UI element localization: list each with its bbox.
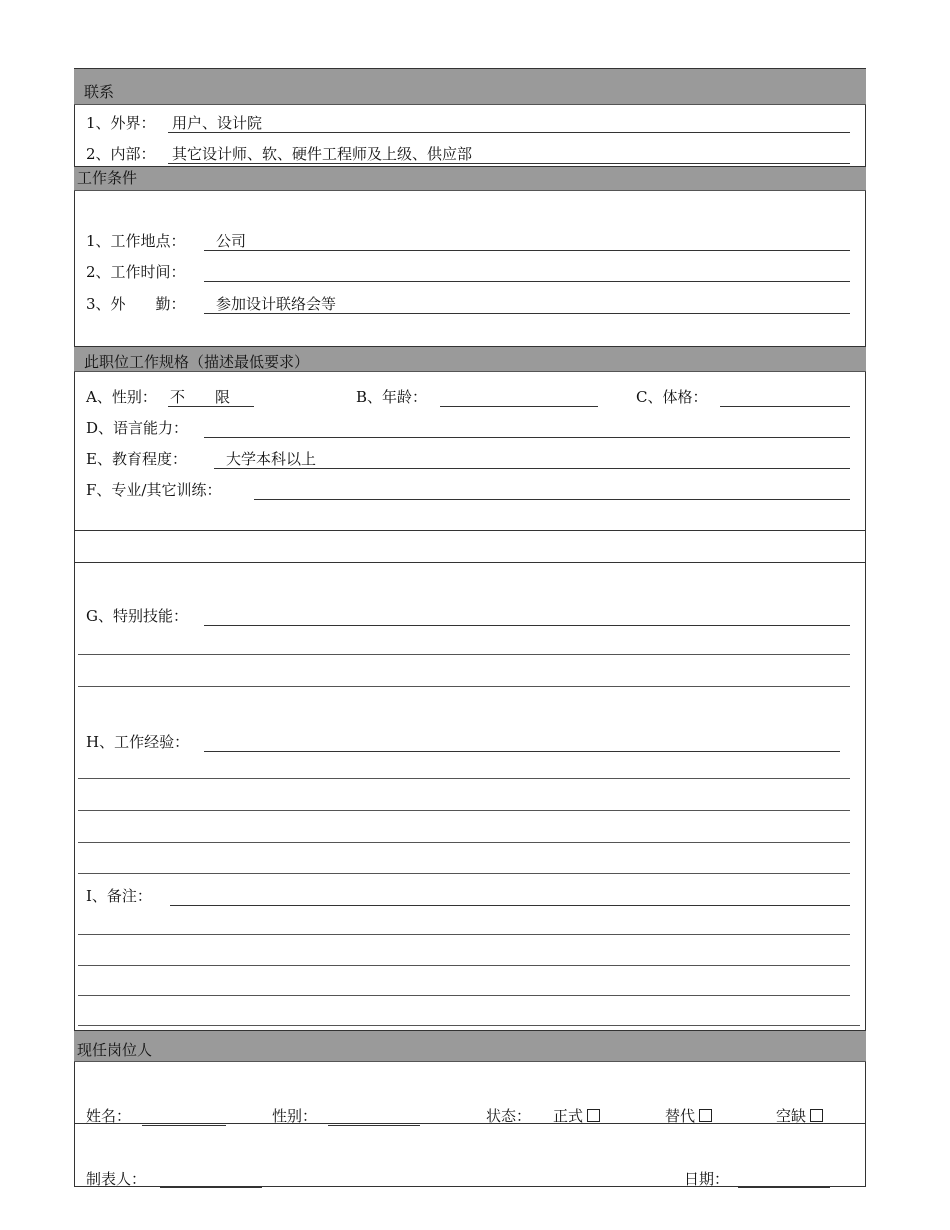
age-value <box>440 388 444 406</box>
blank-line[interactable] <box>78 654 850 655</box>
blank-line[interactable] <box>78 778 850 779</box>
divider <box>74 530 866 531</box>
time-field[interactable] <box>204 263 850 282</box>
field-work-label: 3、外 勤： <box>86 295 186 313</box>
skills-value <box>204 607 208 625</box>
blank-line[interactable] <box>78 934 850 935</box>
physique-value <box>720 388 724 406</box>
physique-field[interactable] <box>720 388 850 407</box>
divider <box>74 562 866 563</box>
blank-line[interactable] <box>78 873 850 874</box>
date-field[interactable] <box>738 1169 830 1188</box>
age-label: B、年龄： <box>356 388 428 406</box>
internal-label: 2、内部： <box>86 145 156 163</box>
blank-line[interactable] <box>78 686 850 687</box>
field-work-field[interactable] <box>204 295 850 314</box>
section-header-incumbent: 现任岗位人 <box>74 1030 866 1062</box>
date-label: 日期： <box>684 1170 730 1188</box>
status-regular-label: 正式 <box>553 1107 584 1125</box>
blank-line[interactable] <box>78 995 850 996</box>
section-header-conditions: 工作条件 <box>74 166 866 191</box>
education-label: E、教育程度： <box>86 450 187 468</box>
blank-line[interactable] <box>78 1025 860 1026</box>
external-value: 用户、设计院 <box>172 114 263 132</box>
name-label: 姓名： <box>86 1107 132 1125</box>
notes-field[interactable] <box>170 887 850 906</box>
skills-field[interactable] <box>204 607 850 626</box>
section-header-contacts: 联系 <box>74 68 866 105</box>
location-field[interactable] <box>204 232 850 251</box>
language-field[interactable] <box>204 419 850 438</box>
language-label: D、语言能力： <box>86 419 189 437</box>
blank-line[interactable] <box>78 842 850 843</box>
external-field[interactable] <box>168 114 850 133</box>
divider <box>74 1123 866 1124</box>
training-label: F、专业/其它训练： <box>86 481 222 499</box>
skills-label: G、特别技能： <box>86 607 188 625</box>
experience-value <box>204 733 208 751</box>
gender-field[interactable] <box>168 388 254 407</box>
experience-field[interactable] <box>204 733 840 752</box>
age-field[interactable] <box>440 388 598 407</box>
gender-label: A、性别： <box>86 388 157 406</box>
physique-label: C、体格： <box>636 388 708 406</box>
internal-value: 其它设计师、软、硬件工程师及上级、供应部 <box>172 145 473 163</box>
blank-line[interactable] <box>78 965 850 966</box>
experience-label: H、工作经验： <box>86 733 190 751</box>
training-field[interactable] <box>254 481 850 500</box>
notes-value <box>170 887 174 905</box>
gender-value: 不 限 <box>170 388 231 406</box>
internal-field[interactable] <box>168 145 850 164</box>
education-value: 大学本科以上 <box>226 450 317 468</box>
status-vacant-label: 空缺 <box>776 1107 807 1125</box>
external-label: 1、外界： <box>86 114 156 132</box>
checkbox-icon <box>810 1109 823 1122</box>
notes-label: I、备注： <box>86 887 152 905</box>
time-value <box>204 263 208 281</box>
language-value <box>204 419 208 437</box>
preparer-field[interactable] <box>160 1169 262 1188</box>
field-work-value: 参加设计联络会等 <box>216 295 337 313</box>
location-value: 公司 <box>216 232 247 250</box>
location-label: 1、工作地点： <box>86 232 186 250</box>
time-label: 2、工作时间： <box>86 263 186 281</box>
status-substitute-label: 替代 <box>665 1107 696 1125</box>
incumbent-gender-label: 性别： <box>272 1107 318 1125</box>
status-label: 状态： <box>486 1107 532 1125</box>
preparer-label: 制表人： <box>86 1170 147 1188</box>
checkbox-icon <box>587 1109 600 1122</box>
education-field[interactable] <box>214 450 850 469</box>
section-header-specs: 此职位工作规格（描述最低要求） <box>74 346 866 372</box>
blank-line[interactable] <box>78 810 850 811</box>
checkbox-icon <box>699 1109 712 1122</box>
training-value <box>254 481 258 499</box>
